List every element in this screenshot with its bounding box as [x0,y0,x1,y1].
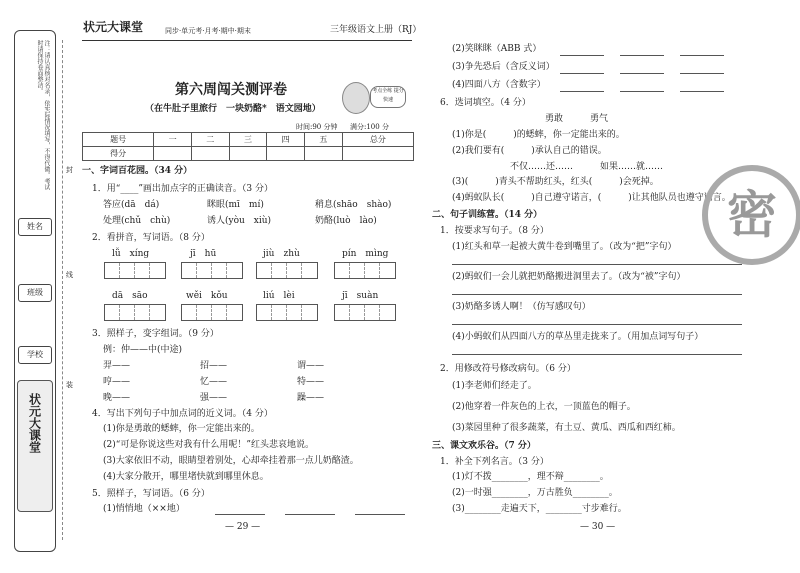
score-table [82,132,414,161]
pinyin-label: lǚ xíng [112,249,150,259]
header-tagline: 同步·单元考·月考·期中·期末 [165,27,251,35]
answer-line[interactable] [620,91,664,92]
q3-item[interactable]: 强—— [200,393,228,403]
writing-grid[interactable] [334,304,396,321]
q3-item[interactable]: 躁—— [297,393,325,403]
q4-item[interactable]: (4)大家分散开，哪里堵快就到哪里休息。 [103,472,269,482]
test-title: 第六周闯关测评卷 [175,82,287,98]
r-q1-prompt: 1．补全下列名言。（3 分） [440,457,549,467]
q1-item[interactable]: 处理(chǔ chù) [103,216,171,226]
page-number-right: — 30 — [580,522,616,532]
name-field-label: 姓名 [18,218,52,236]
writing-grid[interactable] [181,304,243,321]
writing-grid[interactable] [104,262,166,279]
pinyin-label: liú lèi [263,291,295,301]
writing-grid[interactable] [256,262,318,279]
answer-line[interactable] [560,55,604,56]
q3-item[interactable]: 特—— [297,377,325,387]
q4-prompt: 4．写出下列句子中加点词的近义词。（4 分） [92,409,273,419]
header-rule [82,40,412,41]
q1-item[interactable]: 眯眼(mī mí) [207,200,264,210]
section-2-heading: 二、句子训练营。（14 分） [432,210,543,220]
score-cell[interactable] [267,147,305,161]
page-number-left: — 29 — [225,522,261,532]
r-q1-item[interactable]: (1)灯不拨________，理不辩________。 [452,472,609,482]
r-item[interactable]: (2)笑眯眯（ABB 式） [452,44,542,54]
q3-item[interactable]: 忆—— [200,377,228,387]
answer-line[interactable] [620,73,664,74]
q4-item[interactable]: (3)大家依旧不动，眼睛望着别处，心却牵挂着那一点儿奶酪渣。 [103,456,359,466]
q1-item[interactable]: 答应(dā dá) [103,200,160,210]
q4-item[interactable]: (2)“可是你说这些对我有什么用呢！”红头悲哀地说。 [103,440,314,450]
col-header: 总分 [342,133,413,147]
brand-logo: 状元大课堂 [83,20,144,34]
s-q1-item[interactable]: (3)奶酪多诱人啊！（仿写感叹句） [452,302,591,312]
r-item[interactable]: (3)争先恐后（含反义词） [452,62,555,72]
q3-prompt: 3．照样子，变字组词。（9 分） [92,329,219,339]
col-header: 二 [191,133,229,147]
writing-grid[interactable] [256,304,318,321]
q1-prompt: 1．用“____”画出加点字的正确读音。（3 分） [92,184,274,194]
answer-line[interactable] [452,324,742,325]
q3-item[interactable]: 谓—— [297,361,325,371]
spine-brand: 状元大课堂 [27,393,42,453]
answer-line[interactable] [452,264,742,265]
r-item[interactable]: (4)四面八方（含数字） [452,80,546,90]
q5-prompt: 5．照样子，写词语。（6 分） [92,489,210,499]
pinyin-label: jiù zhù [263,249,300,259]
pinyin-label: jī hū [190,249,217,259]
q6-item[interactable]: (2)我们要有( )承认自己的错误。 [452,146,607,156]
pinyin-label: jī suàn [342,291,379,301]
q6-wordbank-2: 不仅……还…… 如果……就…… [510,162,664,172]
score-row [83,147,414,161]
col-header: 四 [267,133,305,147]
writing-grid[interactable] [104,304,166,321]
answer-line[interactable] [285,514,335,515]
score-cell[interactable] [191,147,229,161]
q6-wordbank: 勇敢 勇气 [545,114,609,124]
spine-logo [17,380,53,512]
q1-item[interactable]: 奶酪(luò lào) [315,216,377,226]
s-q2-item[interactable]: (2)他穿着一件灰色的上衣，一顶蓝色的帽子。 [452,402,636,412]
q6-item[interactable]: (3)( )青头不帮助红头，红头( )会死掉。 [452,177,659,187]
school-field-label: 学校 [18,346,52,364]
q1-item[interactable]: 稍息(shāo shào) [315,200,392,210]
answer-line[interactable] [680,73,724,74]
answer-line[interactable] [680,91,724,92]
cut-line [62,40,63,540]
q1-item[interactable]: 诱人(yòu xiù) [207,216,272,226]
seal-char-3: 装 [66,381,73,389]
row-label: 得分 [83,147,154,161]
s-q1-item[interactable]: (1)红头和草一起被大黄牛卷到嘴里了。（改为“把”字句） [452,242,677,252]
s-q1-item[interactable]: (2)蚂蚁们一会儿就把奶酪搬进洞里去了。（改为“被”字句） [452,272,686,282]
score-cell[interactable] [305,147,343,161]
q3-item[interactable]: 哼—— [103,377,131,387]
answer-line[interactable] [355,514,405,515]
r-q1-item[interactable]: (2)一时强________，万古胜负________。 [452,488,618,498]
q3-item[interactable]: 晚—— [103,393,131,403]
section-3-heading: 三、课文欢乐谷。（7 分） [432,441,536,451]
exam-notice: 注：请认真核对名录，依实际情况填写，不得代做。考试时请保持卷面整洁。 [36,40,50,190]
q3-example: 例：仲——中(中途) [103,345,183,355]
class-field-label: 班级 [18,284,52,302]
seal-char-1: 封 [66,166,73,174]
score-table-header [83,133,414,147]
q6-prompt: 6．选词填空。（4 分） [440,98,531,108]
q5-item[interactable]: (1)悄悄地（××地） [103,504,185,514]
col-header: 题号 [83,133,154,147]
q2-prompt: 2．看拼音，写词语。（8 分） [92,233,210,243]
answer-line[interactable] [560,91,604,92]
q3-item[interactable]: 羿—— [103,361,131,371]
pinyin-label: wěi kǒu [186,291,228,301]
answer-line[interactable] [620,55,664,56]
pinyin-label: dā sāo [112,291,148,301]
seal-char-2: 线 [66,271,73,279]
grade-label: 三年级语文上册（RJ） [330,25,422,35]
col-header: 三 [229,133,267,147]
pinyin-label: pín mìng [342,249,389,259]
q4-item[interactable]: (1)你是勇敢的蟋蟀，你一定能出来的。 [103,424,260,434]
r-q1-item[interactable]: (3)________走遍天下，________寸步难行。 [452,504,627,514]
s-q1-item[interactable]: (4)小蚂蚁们从四面八方的草丛里走拢来了。（用加点词写句子） [452,332,704,342]
score-cell[interactable] [154,147,192,161]
s-q1-prompt: 1．按要求写句子。（8 分） [440,226,549,236]
col-header: 五 [305,133,343,147]
answer-line[interactable] [680,55,724,56]
q3-item[interactable]: 招—— [200,361,228,371]
confidential-seal: 密 [702,165,800,265]
score-cell[interactable] [229,147,267,161]
section-1-heading: 一、字词百花园。（34 分） [82,166,193,176]
test-subtitle: （在牛肚子里旅行 一块奶酪* 语文园地） [145,104,321,114]
writing-grid[interactable] [181,262,243,279]
mascot-image [342,82,370,114]
col-header: 一 [154,133,192,147]
answer-line[interactable] [452,294,742,295]
s-q2-item[interactable]: (3)菜园里种了很多蔬菜，有土豆、黄瓜、西瓜和西红柿。 [452,423,681,433]
writing-grid[interactable] [334,262,396,279]
time-limit: 时间:90 分钟 [296,123,338,131]
answer-line[interactable] [560,73,604,74]
s-q2-item[interactable]: (1)李老师们经走了。 [452,381,537,391]
q6-item[interactable]: (1)你是( )的蟋蟀，你一定能出来的。 [452,130,625,140]
answer-line[interactable] [452,354,742,355]
score-cell[interactable] [342,147,413,161]
answer-line[interactable] [215,514,265,515]
s-q2-prompt: 2．用修改符号修改病句。（6 分） [440,364,576,374]
q6-item[interactable]: (4)蚂蚁队长( )自己遵守诺言，( )让其他队员也遵守诺言。 [452,193,731,203]
promo-badge: 考点全练 提分快速 [370,86,406,108]
full-score: 满分:100 分 [350,123,389,131]
